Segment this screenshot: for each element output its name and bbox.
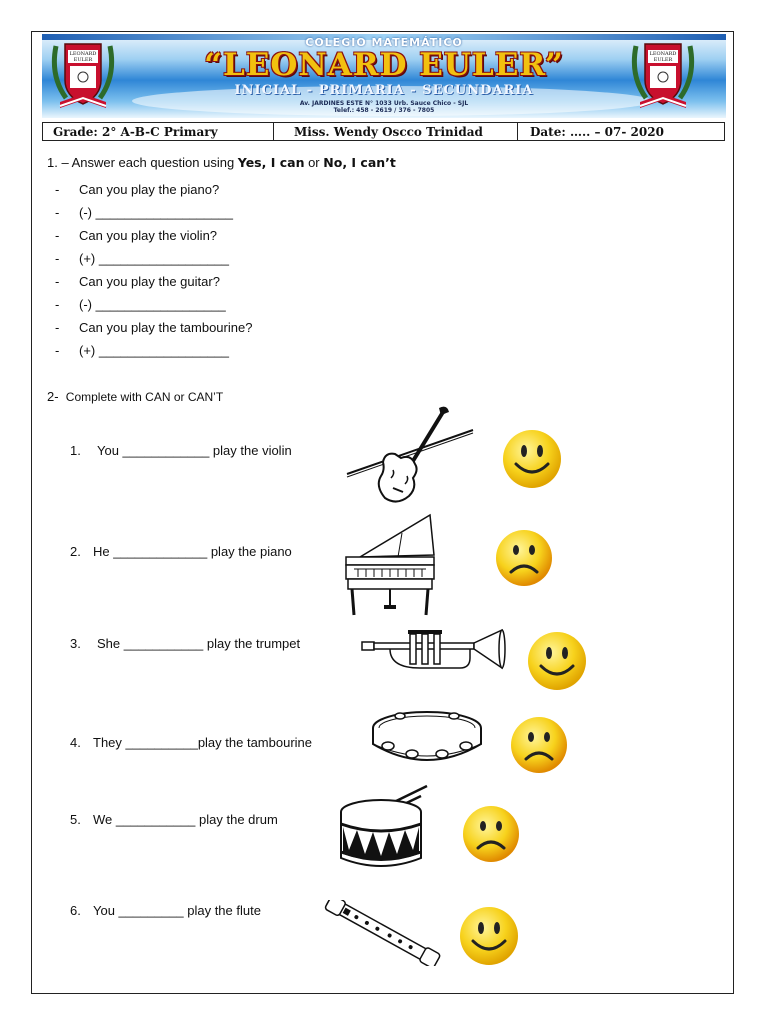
grade-cell: Grade: 2° A-B-C Primary (43, 123, 274, 140)
exercise-number: 3. (70, 636, 81, 651)
question-line: Can you play the guitar? (79, 274, 220, 289)
no-answer: No, I can’t (323, 155, 396, 170)
yes-answer: Yes, I can (237, 155, 305, 170)
school-address: Av. JARDINES ESTE N° 1033 Urb. Sauce Chico - SJL (299, 100, 469, 107)
section1-title: 1. – Answer each question using Yes, I can or No, I can’t (47, 155, 396, 170)
exercise-sentence: She ___________ play the trumpet (97, 636, 301, 651)
exercise-number: 4. (70, 735, 81, 750)
happy-face-icon (526, 630, 588, 692)
question-line: Can you play the violin? (79, 228, 218, 243)
exercise-sentence: You ____________ play the violin (97, 443, 292, 458)
svg-text:LEONARD: LEONARD (649, 51, 677, 57)
teacher-cell: Miss. Wendy Oscco Trinidad (274, 123, 518, 140)
dash: - (55, 251, 60, 266)
dash: - (55, 182, 60, 197)
school-phones: Telef.: 458 - 2619 / 376 - 7805 (333, 107, 435, 114)
school-address-block (42, 100, 726, 114)
svg-text:EULER: EULER (653, 57, 673, 63)
dash: - (55, 320, 60, 335)
section2-title: 2- Complete with CAN or CAN’T (47, 389, 224, 404)
dash: - (55, 274, 60, 289)
trumpet-icon (360, 628, 506, 682)
happy-face-icon (501, 428, 563, 490)
sad-face-icon (461, 804, 521, 864)
school-banner (42, 34, 726, 118)
exercise-number: 2. (70, 544, 81, 559)
exercise-number: 6. (70, 903, 81, 918)
piano-icon (342, 511, 438, 623)
exercise-sentence: They __________play the tambourine (93, 735, 312, 750)
sad-face-icon (494, 528, 554, 588)
flute-icon (318, 900, 448, 966)
sad-face-icon (509, 715, 569, 775)
tambourine-icon (370, 708, 484, 764)
question-line: Can you play the piano? (79, 182, 220, 197)
school-name: “LEONARD EULER” (204, 47, 564, 83)
info-row (42, 122, 725, 141)
answer-line: (+) __________________ (79, 251, 230, 266)
violin-icon (343, 404, 477, 506)
happy-face-icon (458, 905, 520, 967)
question-line: Can you play the tambourine? (79, 320, 253, 335)
drum-icon (337, 782, 429, 872)
dash: - (55, 228, 60, 243)
date-cell: Date: ….. – 07- 2020 (530, 124, 664, 139)
school-crest-left (48, 36, 118, 116)
dash: - (55, 343, 60, 358)
exercise-sentence: He _____________ play the piano (93, 544, 292, 559)
school-crest-right (628, 36, 698, 116)
dash: - (55, 297, 60, 312)
svg-text:LEONARD: LEONARD (69, 51, 97, 57)
answer-line: (-) ___________________ (79, 205, 233, 220)
answer-line: (+) __________________ (79, 343, 230, 358)
school-top-label: COLEGIO MATEMÁTICO (305, 36, 463, 49)
exercise-number: 1. (70, 443, 81, 458)
answer-line: (-) __________________ (79, 297, 226, 312)
dash: - (55, 205, 60, 220)
exercise-sentence: You _________ play the flute (93, 903, 261, 918)
exercise-number: 5. (70, 812, 81, 827)
svg-text:EULER: EULER (73, 57, 93, 63)
exercise-sentence: We ___________ play the drum (93, 812, 278, 827)
school-levels: INICIAL - PRIMARIA - SECUNDARIA (234, 83, 534, 98)
